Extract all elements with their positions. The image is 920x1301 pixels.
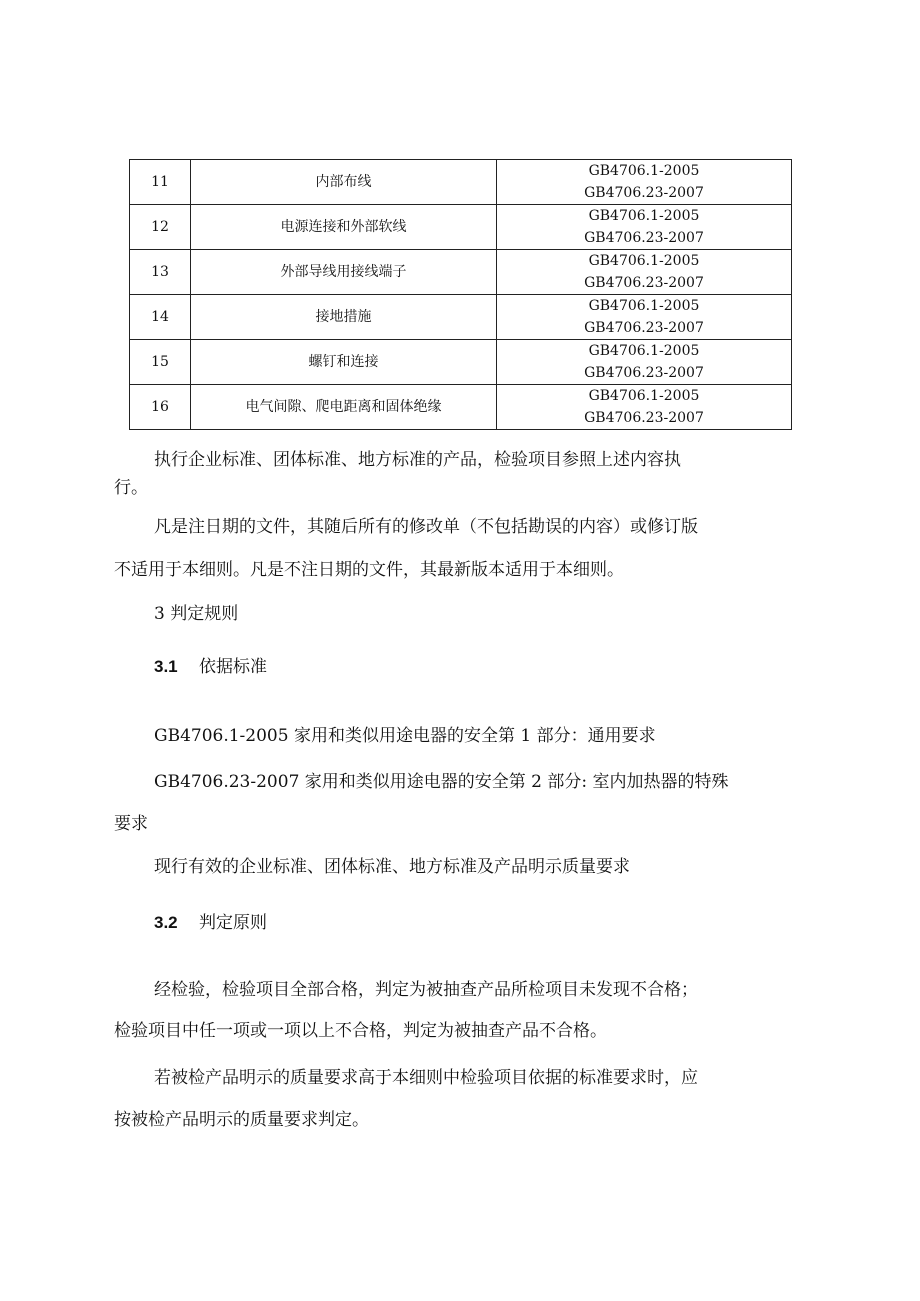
standard-ref: GB4706.23-2007 [584,230,704,246]
paragraph-line: 行。 [114,478,148,498]
table-row [130,160,792,205]
row-number: 12 [130,205,191,250]
table-row [130,340,792,385]
standard-ref: GB4706.1-2005 [588,388,700,404]
standard-refs [497,295,792,340]
subsection-title: 依据标准 [199,657,267,677]
inspection-item: 内部布线 [191,160,497,205]
standards-table-body [130,160,792,430]
standard-ref: GB4706.23-2007 [584,275,704,291]
row-number: 15 [130,340,191,385]
paragraph-line: 检验项目中任一项或一项以上不合格，判定为被抽查产品不合格。 [114,1021,607,1041]
subsection-title: 判定原则 [199,913,267,933]
subsection-heading-3-2 [154,908,267,933]
table-row [130,205,792,250]
subsection-heading-3-1 [154,652,267,677]
standard-ref: GB4706.23-2007 [584,410,704,426]
standard-ref: GB4706.1-2005 [588,298,700,314]
standard-ref: GB4706.1-2005 [588,208,700,224]
inspection-item: 螺钉和连接 [191,340,497,385]
table-row [130,385,792,430]
standard-reference: GB4706.1-2005 家用和类似用途电器的安全第 1 部分：通用要求 [154,726,656,746]
section-heading: 3 判定规则 [154,604,239,624]
standard-ref: GB4706.1-2005 [588,253,700,269]
standard-refs [497,250,792,295]
standard-ref: GB4706.1-2005 [588,343,700,359]
row-number: 13 [130,250,191,295]
standard-refs [497,340,792,385]
inspection-item: 电气间隙、爬电距离和固体绝缘 [191,385,497,430]
table-row [130,250,792,295]
row-number: 11 [130,160,191,205]
table-row [130,295,792,340]
inspection-item: 外部导线用接线端子 [191,250,497,295]
paragraph-line: 经检验，检验项目全部合格，判定为被抽查产品所检项目未发现不合格； [154,980,698,1000]
inspection-item: 接地措施 [191,295,497,340]
standard-refs [497,205,792,250]
subsection-number: 3.2 [154,913,178,932]
standard-reference: 现行有效的企业标准、团体标准、地方标准及产品明示质量要求 [154,857,630,877]
standard-refs [497,385,792,430]
inspection-item: 电源连接和外部软线 [191,205,497,250]
standard-ref: GB4706.23-2007 [584,185,704,201]
paragraph-line: 执行企业标准、团体标准、地方标准的产品，检验项目参照上述内容执 [154,450,681,470]
paragraph-line: 若被检产品明示的质量要求高于本细则中检验项目依据的标准要求时，应 [154,1068,698,1088]
standard-ref: GB4706.1-2005 [588,163,700,179]
standard-ref: GB4706.23-2007 [584,365,704,381]
standard-refs [497,160,792,205]
standard-reference-cont: 要求 [114,814,148,834]
standard-ref: GB4706.23-2007 [584,320,704,336]
standard-reference: GB4706.23-2007 家用和类似用途电器的安全第 2 部分: 室内加热器的特殊 [154,772,729,792]
paragraph-line: 凡是注日期的文件，其随后所有的修改单（不包括勘误的内容）或修订版 [154,517,698,537]
standards-table [129,159,792,430]
row-number: 16 [130,385,191,430]
subsection-number: 3.1 [154,657,178,676]
paragraph-line: 按被检产品明示的质量要求判定。 [114,1110,369,1130]
row-number: 14 [130,295,191,340]
paragraph-line: 不适用于本细则。凡是不注日期的文件，其最新版本适用于本细则。 [114,560,624,580]
